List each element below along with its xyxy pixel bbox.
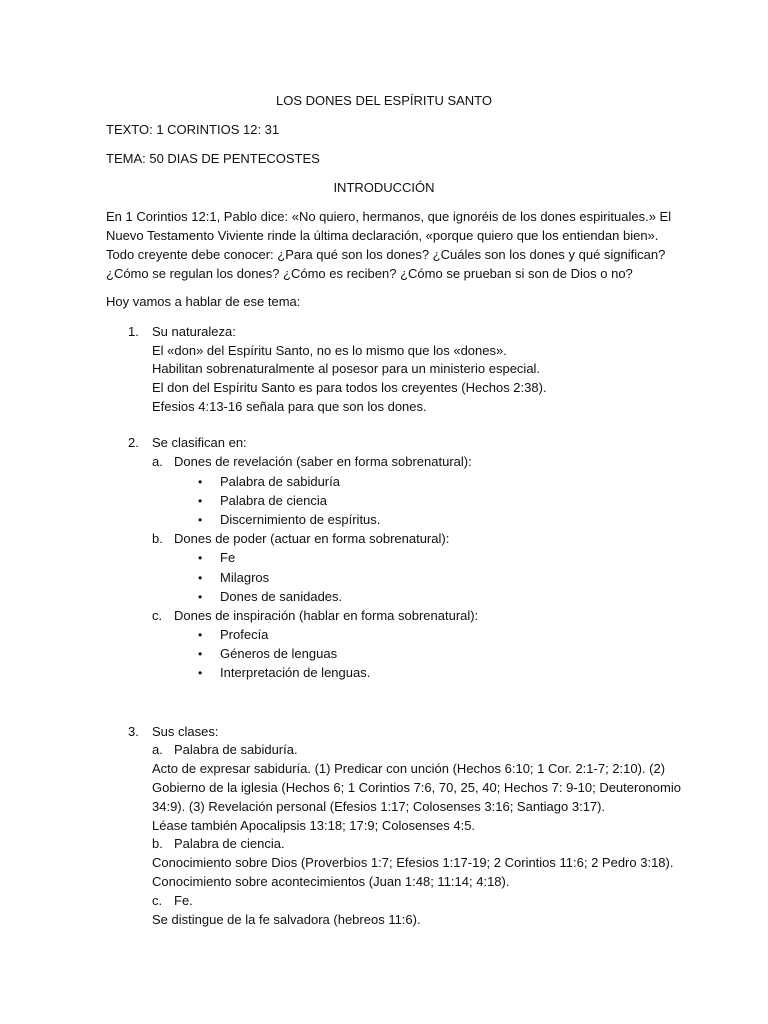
intro-heading: INTRODUCCIÓN: [333, 180, 435, 195]
bullet-icon: •: [198, 494, 203, 508]
section-text-line: 34:9). (3) Revelación personal (Efesios 1:17; Colosenses 3:16; Santiago 3:17).: [152, 799, 606, 814]
subsection-label: Palabra de sabiduría.: [174, 742, 298, 757]
section-text-line: El «don» del Espíritu Santo, no es lo mismo que los «dones».: [152, 343, 507, 358]
list-item: Profecía: [220, 627, 269, 642]
intro-paragraph-line: ¿Cómo se regulan los dones? ¿Cómo es reciben? ¿Cómo se prueban si son de Dios o no?: [106, 266, 633, 281]
section-text-line: Habilitan sobrenaturalmente al posesor para un ministerio especial.: [152, 361, 541, 376]
section-text-line: Acto de expresar sabiduría. (1) Predicar con unción (Hechos 6:10; 1 Cor. 2:1-7; 2:10). (2): [152, 761, 666, 776]
subsection-letter: c.: [152, 893, 163, 908]
section-text-line: El don del Espíritu Santo es para todos los creyentes (Hechos 2:38).: [152, 380, 547, 395]
bullet-icon: •: [198, 571, 203, 585]
subsection-letter: b.: [152, 531, 163, 546]
section-number: 1.: [128, 324, 139, 339]
subsection-label: Fe.: [174, 893, 193, 908]
tema-line: TEMA: 50 DIAS DE PENTECOSTES: [106, 151, 320, 166]
bullet-icon: •: [198, 551, 203, 565]
subsection-label: Palabra de ciencia.: [174, 836, 285, 851]
subsection-letter: a.: [152, 454, 163, 469]
subsection-letter: a.: [152, 742, 163, 757]
list-item: Palabra de sabiduría: [220, 474, 340, 489]
list-item: Fe: [220, 550, 236, 565]
list-item: Discernimiento de espíritus.: [220, 512, 381, 527]
section-title: Se clasifican en:: [152, 435, 247, 450]
intro-paragraph-line: En 1 Corintios 12:1, Pablo dice: «No quiero, hermanos, que ignoréis de los dones espirituales.» El: [106, 209, 672, 224]
subsection-letter: b.: [152, 836, 163, 851]
texto-line: TEXTO: 1 CORINTIOS 12: 31: [106, 122, 280, 137]
section-text-line: Léase también Apocalipsis 13:18; 17:9; Colosenses 4:5.: [152, 818, 476, 833]
bullet-icon: •: [198, 513, 203, 527]
section-title: Su naturaleza:: [152, 324, 236, 339]
list-item: Milagros: [220, 570, 270, 585]
bullet-icon: •: [198, 628, 203, 642]
section-number: 2.: [128, 435, 139, 450]
subsection-label: Dones de inspiración (hablar en forma sobrenatural):: [174, 608, 479, 623]
bullet-icon: •: [198, 475, 203, 489]
lead-in-line: Hoy vamos a hablar de ese tema:: [106, 294, 301, 309]
section-number: 3.: [128, 724, 139, 739]
section-text-line: Efesios 4:13-16 señala para que son los dones.: [152, 399, 427, 414]
subsection-label: Dones de poder (actuar en forma sobrenatural):: [174, 531, 450, 546]
list-item: Dones de sanidades.: [220, 589, 343, 604]
list-item: Palabra de ciencia: [220, 493, 327, 508]
bullet-icon: •: [198, 647, 203, 661]
list-item: Interpretación de lenguas.: [220, 665, 371, 680]
section-text-line: Gobierno de la iglesia (Hechos 6; 1 Corintios 7:6, 70, 25, 40; Hechos 7: 9-10; Deuteronomio: [152, 780, 681, 795]
intro-paragraph-line: Nuevo Testamento Viviente rinde la última declaración, «porque quiero que los entiendan bien».: [106, 228, 659, 243]
subsection-letter: c.: [152, 608, 163, 623]
bullet-icon: •: [198, 666, 203, 680]
bullet-icon: •: [198, 590, 203, 604]
section-title: Sus clases:: [152, 724, 219, 739]
section-text-line: Conocimiento sobre acontecimientos (Juan 1:48; 11:14; 4:18).: [152, 874, 510, 889]
list-item: Géneros de lenguas: [220, 646, 338, 661]
section-text-line: Se distingue de la fe salvadora (hebreos 11:6).: [152, 912, 421, 927]
section-text-line: Conocimiento sobre Dios (Proverbios 1:7; Efesios 1:17-19; 2 Corintios 11:6; 2 Pedro 3:18).: [152, 855, 674, 870]
subsection-label: Dones de revelación (saber en forma sobrenatural):: [174, 454, 472, 469]
document-title: LOS DONES DEL ESPÍRITU SANTO: [276, 93, 492, 108]
intro-paragraph-line: Todo creyente debe conocer: ¿Para qué son los dones? ¿Cuáles son los dones y qué significan?: [106, 247, 666, 262]
